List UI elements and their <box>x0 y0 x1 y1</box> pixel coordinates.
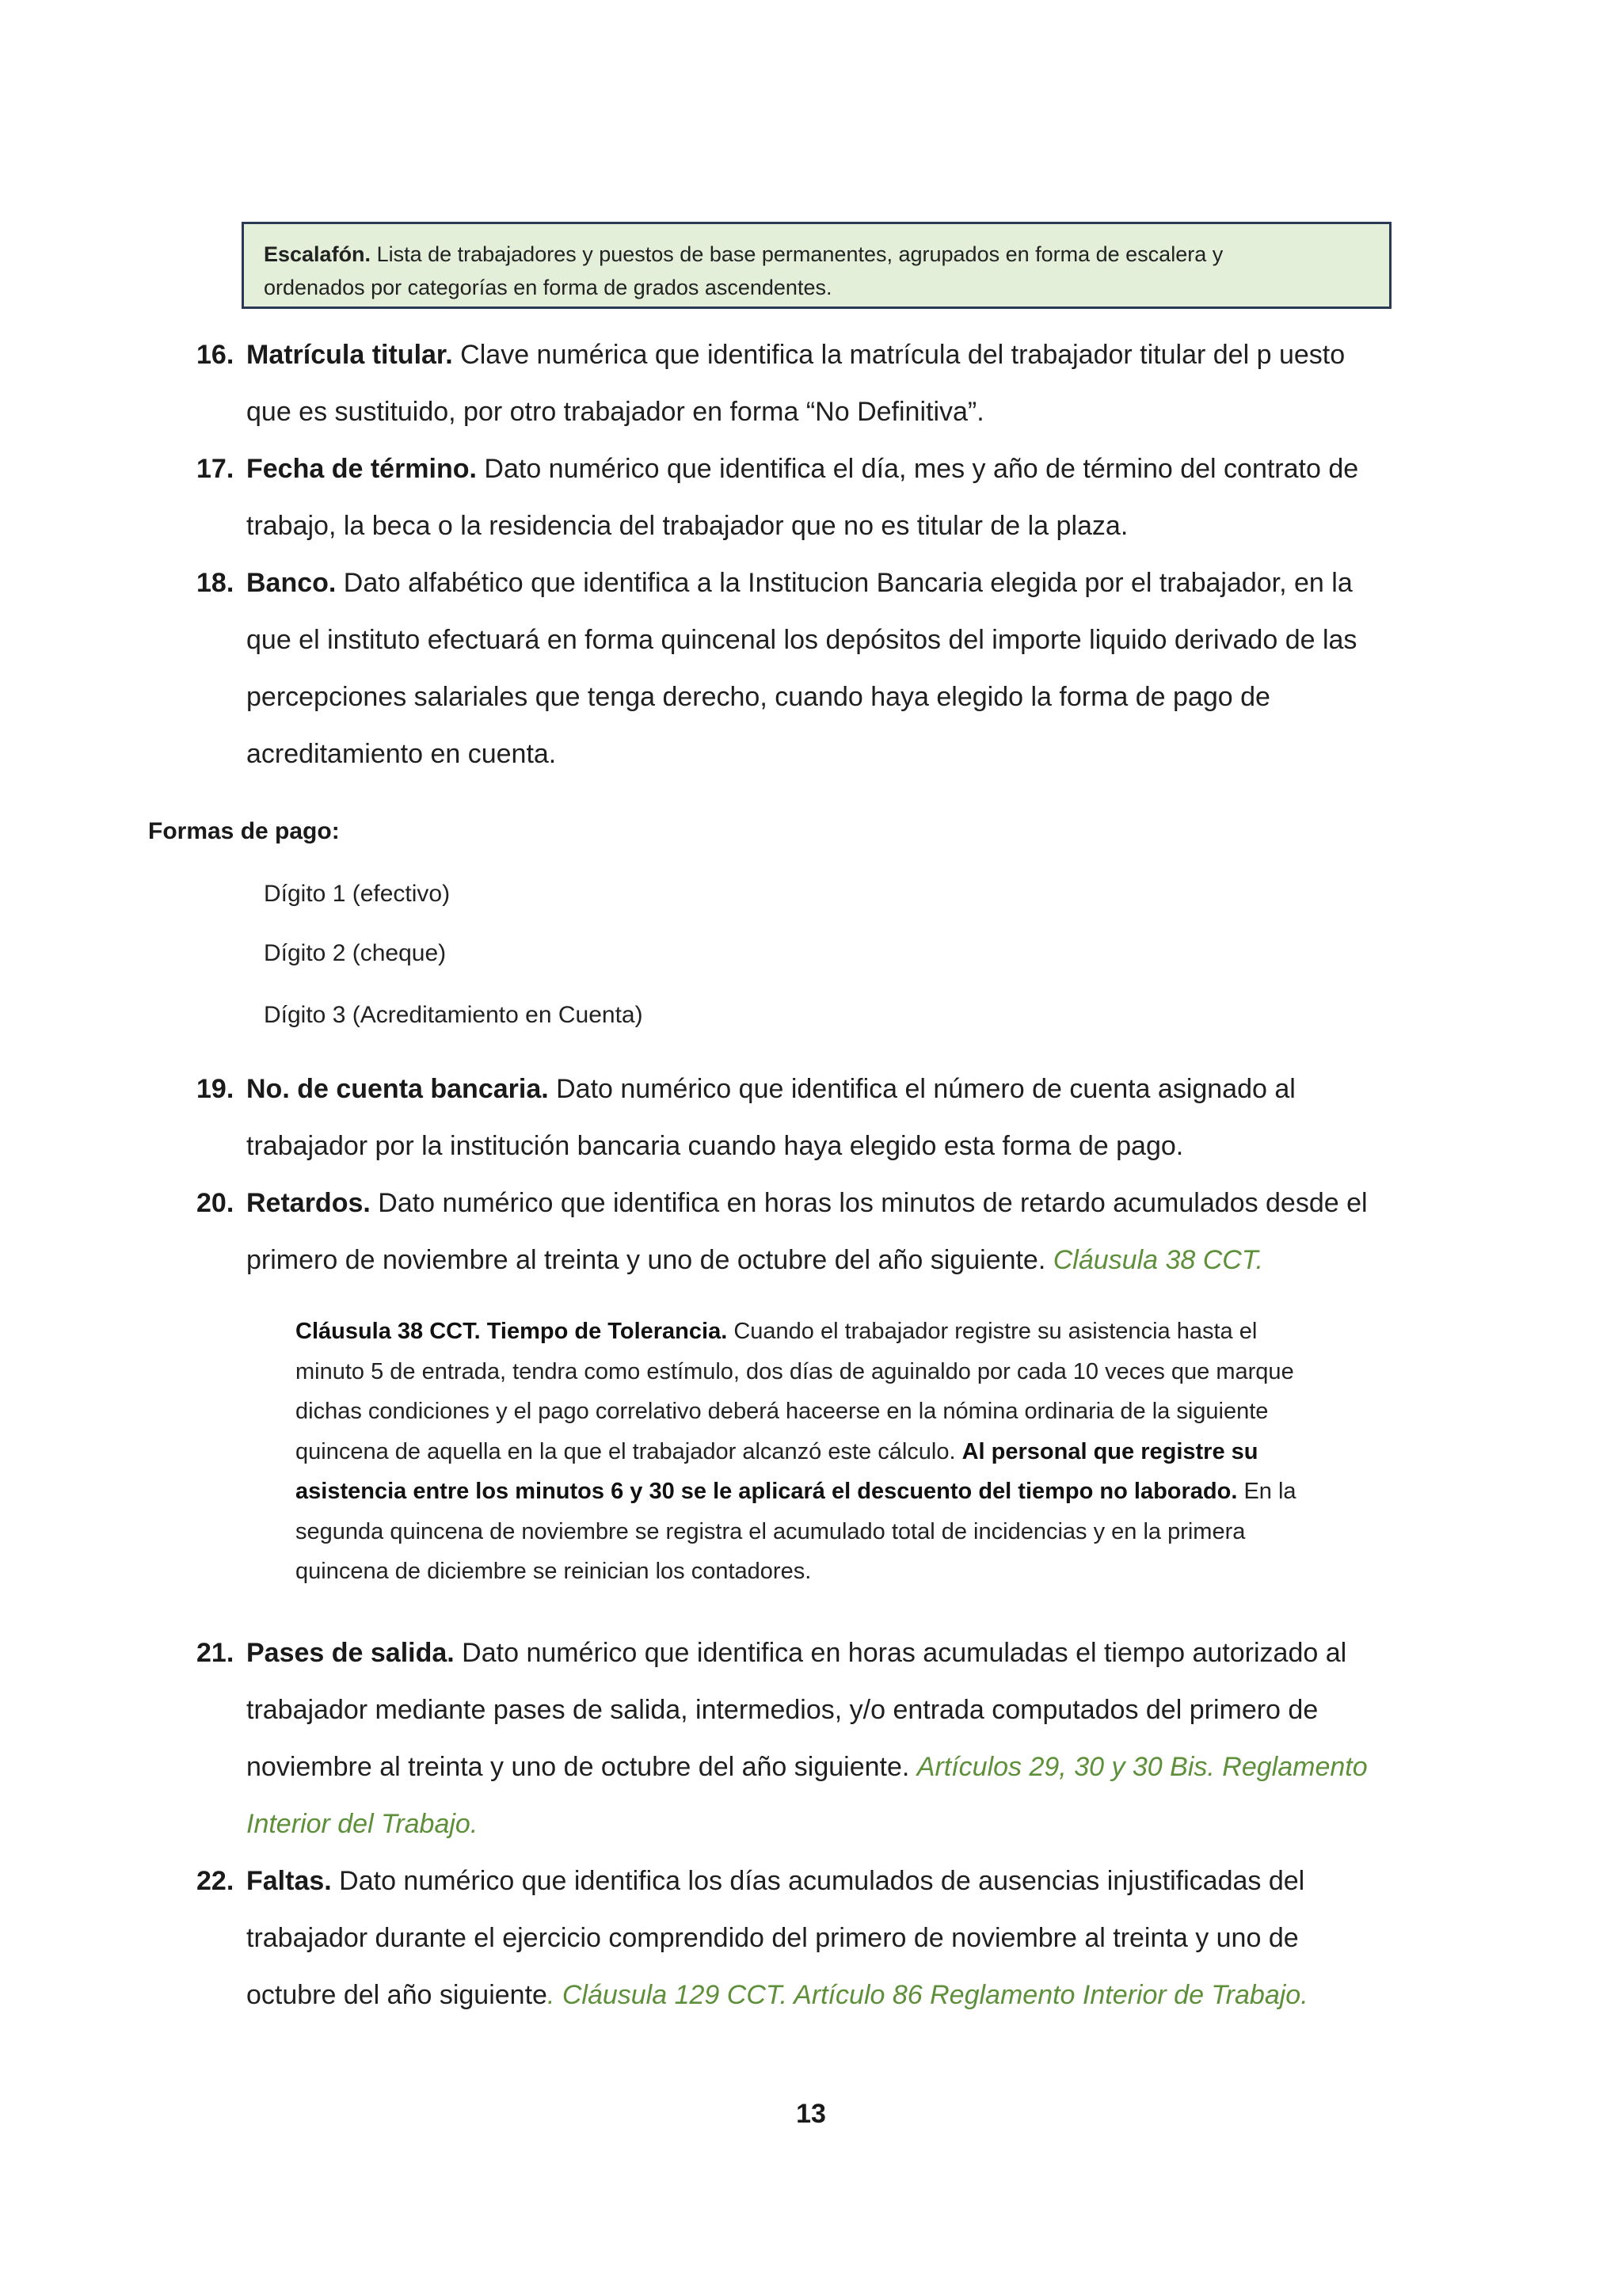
callout-term: Escalafón. <box>264 242 371 266</box>
item-line: Dato alfabético que identifica a la Institucion Bancaria elegida por el trabajador, en la <box>336 568 1353 598</box>
item-body <box>246 554 1482 782</box>
clause-bold-text: asistencia entre los minutos 6 y 30 se le aplicará el descuento del tiempo no laborado. <box>295 1479 1238 1504</box>
clause-title: Cláusula 38 CCT. Tiempo de Tolerancia. <box>295 1319 728 1344</box>
item-line: trabajador por la institución bancaria cuando haya elegido esta forma de pago. <box>246 1131 1184 1161</box>
item-line: Dato numérico que identifica el número de cuenta asignado al <box>548 1074 1296 1104</box>
item-number: 19. <box>196 1074 234 1104</box>
callout-text-line2: ordenados por categorías en forma de grados ascendentes. <box>264 276 832 299</box>
clause-line: quincena de diciembre se reinician los contadores. <box>295 1559 812 1584</box>
item-number: 16. <box>196 340 234 370</box>
item-line: Dato numérico que identifica el día, mes y año de término del contrato de <box>476 454 1359 484</box>
clause-line: dichas condiciones y el pago correlativo deberá haceerse en la nómina ordinaria de la siguiente <box>295 1399 1269 1424</box>
item-number: 20. <box>196 1188 234 1218</box>
item-line: primero de noviembre al treinta y uno de octubre del año siguiente. <box>246 1245 1053 1275</box>
item-number: 17. <box>196 454 234 484</box>
item-line: trabajador durante el ejercicio comprendido del primero de noviembre al treinta y uno de <box>246 1923 1299 1953</box>
clause-line: quincena de aquella en la que el trabajador alcanzó este cálculo. <box>295 1438 962 1464</box>
legal-reference: Interior del Trabajo. <box>246 1809 478 1839</box>
item-body <box>246 1624 1482 1852</box>
item-line: que es sustituido, por otro trabajador en forma “No Definitiva”. <box>246 397 984 427</box>
item-line: Dato numérico que identifica los días acumulados de ausencias injustificadas del <box>331 1866 1305 1896</box>
item-number: 21. <box>196 1638 234 1668</box>
clause-38-quote <box>295 1312 1436 1592</box>
item-number: 18. <box>196 568 234 598</box>
item-term: Fecha de término. <box>246 454 477 484</box>
clause-line: segunda quincena de noviembre se registra el acumulado total de incidencias y en la primera <box>295 1518 1246 1544</box>
item-line: acreditamiento en cuenta. <box>246 739 557 769</box>
definition-callout-box <box>242 222 1392 309</box>
item-term: Matrícula titular. <box>246 340 453 370</box>
item-line: trabajo, la beca o la residencia del trabajador que no es titular de la plaza. <box>246 511 1129 541</box>
item-line: Clave numérica que identifica la matrícula del trabajador titular del p uesto <box>452 340 1346 370</box>
item-line: trabajador mediante pases de salida, intermedios, y/o entrada computados del primero de <box>246 1695 1319 1725</box>
item-line: Dato numérico que identifica en horas acumuladas el tiempo autorizado al <box>454 1638 1347 1668</box>
item-body <box>246 1175 1482 1289</box>
item-term: No. de cuenta bancaria. <box>246 1074 549 1104</box>
item-line: Dato numérico que identifica en horas los minutos de retardo acumulados desde el <box>370 1188 1368 1218</box>
clause-line: minuto 5 de entrada, tendra como estímulo, dos días de aguinaldo por cada 10 veces que marque <box>295 1358 1294 1384</box>
item-number: 22. <box>196 1866 234 1896</box>
item-line: que el instituto efectuará en forma quincenal los depósitos del importe liquido derivado de las <box>246 625 1357 655</box>
page-number: 13 <box>796 2099 826 2129</box>
item-line: percepciones salariales que tenga derecho, cuando haya elegido la forma de pago de <box>246 682 1270 712</box>
legal-reference: Cláusula 38 CCT. <box>1053 1245 1263 1275</box>
clause-line: Cuando el trabajador registre su asistencia hasta el <box>727 1319 1258 1344</box>
item-line: noviembre al treinta y uno de octubre del año siguiente. <box>246 1752 917 1782</box>
item-term: Pases de salida. <box>246 1638 455 1668</box>
legal-reference: Artículos 29, 30 y 30 Bis. Reglamento <box>916 1752 1368 1782</box>
legal-reference: . Cláusula 129 CCT. Artículo 86 Reglamento Interior de Trabajo. <box>546 1980 1308 2010</box>
item-body <box>246 1852 1482 2024</box>
payment-option-1: Dígito 1 (efectivo) <box>264 881 451 907</box>
clause-line: En la <box>1237 1479 1296 1504</box>
item-term: Banco. <box>246 568 337 598</box>
clause-bold-text: Al personal que registre su <box>961 1438 1258 1464</box>
callout-text-line1: Lista de trabajadores y puestos de base permanentes, agrupados en forma de escalera y <box>371 242 1224 266</box>
item-line: octubre del año siguiente <box>246 1980 547 2010</box>
item-term: Retardos. <box>246 1188 371 1218</box>
item-term: Faltas. <box>246 1866 332 1896</box>
payment-option-3: Dígito 3 (Acreditamiento en Cuenta) <box>264 1002 643 1028</box>
payment-forms-heading: Formas de pago: <box>148 818 340 844</box>
item-body <box>246 326 1482 440</box>
payment-option-2: Dígito 2 (cheque) <box>264 940 447 966</box>
item-body <box>246 1060 1482 1175</box>
item-body <box>246 440 1482 554</box>
